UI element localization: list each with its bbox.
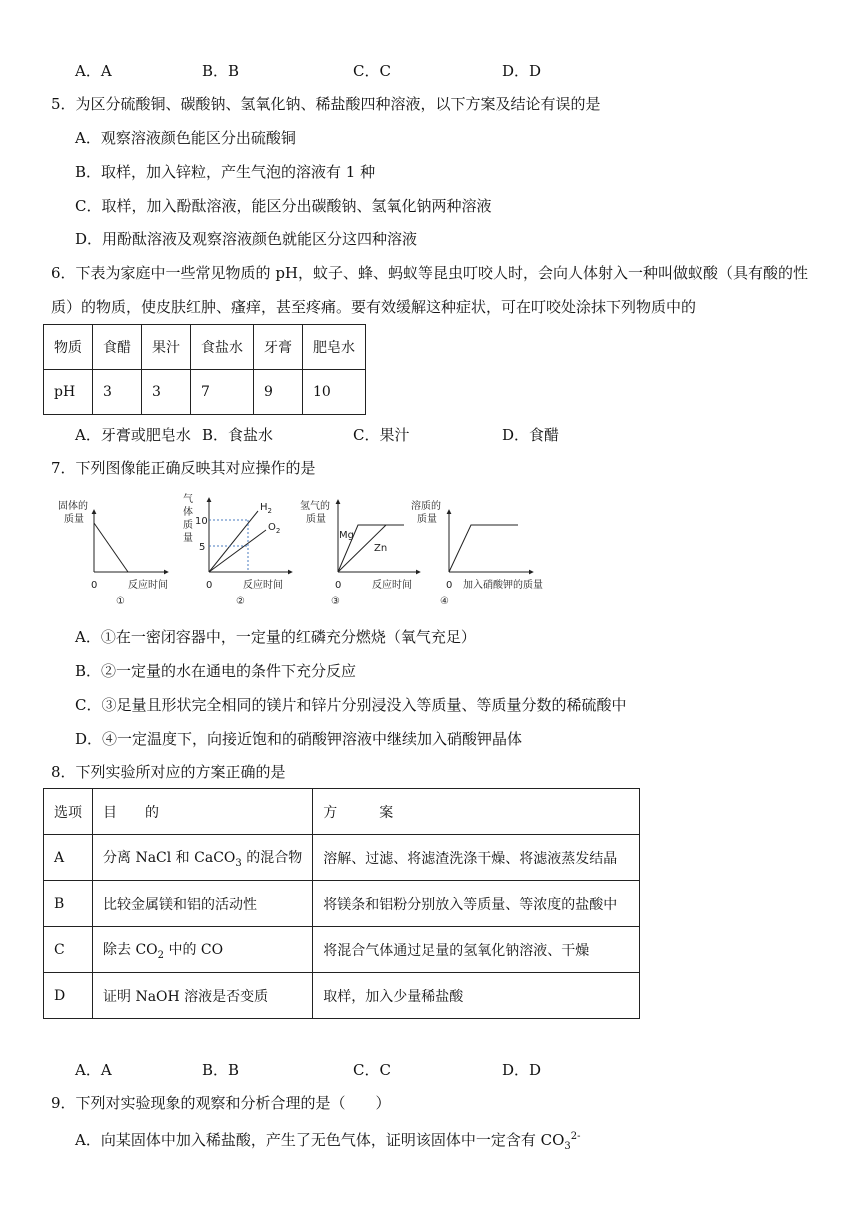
q6-stem-line1: 6．下表为家庭中一些常见物质的 pH，蚊子、蜂、蚂蚁等昆虫叮咬人时，会向人体射入一种叫做蚁酸（具有酸的性 [51, 264, 808, 282]
graph-2 [183, 493, 292, 607]
graph-1-xlabel: 反应时间 [128, 580, 168, 591]
q8-row-aim [93, 881, 313, 927]
q4-option-b: B．B [202, 62, 240, 80]
q8-row-aim-text: 证明 NaOH 溶液是否变质 [103, 988, 269, 1005]
q6-option-d: D．食醋 [502, 426, 560, 444]
graph-3 [300, 499, 420, 607]
q8-row-option: D [44, 973, 93, 1019]
graph-4-ylabel-line2: 质量 [417, 514, 437, 525]
graph-2-h2-label-sub: 2 [267, 507, 272, 515]
q5-option-a: A．观察溶液颜色能区分出硫酸铜 [75, 129, 296, 147]
q6-stem-line2: 质）的物质，使皮肤红肿、瘙痒，甚至疼痛。要有效缓解这种症状，可在叮咬处涂抹下列物质中的 [51, 298, 697, 316]
graph-2-h2-label-main: H [260, 502, 268, 513]
ph-table-cell: 牙膏 [254, 325, 303, 370]
ph-table-cell: 3 [142, 370, 191, 415]
q9-option-a-superscript: 2- [570, 1131, 581, 1142]
q8-row-plan: 溶解、过滤、将滤渣洗涤干燥、将滤液蒸发结晶 [313, 835, 640, 881]
q7-stem: 7．下列图像能正确反映其对应操作的是 [51, 459, 316, 477]
graph-4-origin: 0 [446, 580, 453, 591]
q6-option-a: A．牙膏或肥皂水 [75, 426, 191, 444]
ph-table [43, 324, 366, 415]
graph-2-number: ② [236, 596, 245, 607]
q4-option-a: A．A [75, 62, 112, 80]
q8-row-plan: 将镁条和铝粉分别放入等质量、等浓度的盐酸中 [313, 881, 640, 927]
q8-row-option: A [44, 835, 93, 881]
q7-option-d: D．④一定温度下，向接近饱和的硝酸钾溶液中继续加入硝酸钾晶体 [75, 730, 523, 748]
graph-2-o2-label [268, 522, 280, 535]
graph-2-origin: 0 [206, 580, 213, 591]
graph-3-mg-label: Mg [339, 530, 354, 541]
graph-1 [58, 499, 168, 607]
q7-graphs [0, 488, 600, 613]
q8-row-plan: 将混合气体通过足量的氢氧化钠溶液、干燥 [313, 927, 640, 973]
q9-option-a-text: A．向某固体中加入稀盐酸，产生了无色气体，证明该固体中一定含有 CO [75, 1131, 565, 1149]
q7-option-b: B．②一定量的水在通电的条件下充分反应 [75, 662, 357, 680]
q9-option-a [75, 1127, 581, 1157]
graph-2-ylabel-4: 量 [183, 533, 193, 544]
q5-stem: 5．为区分硫酸铜、碳酸钠、氢氧化钠、稀盐酸四种溶液，以下方案及结论有误的是 [51, 95, 601, 113]
q8-row-option: B [44, 881, 93, 927]
q8-table [43, 788, 640, 1019]
q8-option-b: B．B [202, 1061, 240, 1079]
q8-table-row [44, 835, 640, 881]
q8-table-row [44, 973, 640, 1019]
q5-option-b: B．取样，加入锌粒，产生气泡的溶液有 1 种 [75, 163, 376, 181]
q8-row-aim-text: 除去 CO [103, 941, 158, 958]
graph-3-number: ③ [331, 596, 340, 607]
q8-stem: 8．下列实验所对应的方案正确的是 [51, 763, 286, 781]
graph-4 [411, 499, 543, 607]
graph-1-origin: 0 [91, 580, 98, 591]
q8-table-row [44, 927, 640, 973]
ph-table-cell: pH [44, 370, 93, 415]
q7-option-a: A．①在一密闭容器中，一定量的红磷充分燃烧（氧气充足） [75, 628, 476, 646]
graph-4-line [449, 525, 518, 572]
q8-row-option: C [44, 927, 93, 973]
graph-2-h2-label [260, 502, 272, 515]
ph-table-cell: 7 [191, 370, 254, 415]
q8-option-c: C．C [353, 1061, 391, 1079]
graph-1-ylabel-line2: 质量 [64, 514, 84, 525]
q5-option-d: D．用酚酞溶液及观察溶液颜色就能区分这四种溶液 [75, 230, 418, 248]
ph-table-cell: 物质 [44, 325, 93, 370]
q4-option-c: C．C [353, 62, 391, 80]
ph-table-header-row [44, 325, 366, 370]
ph-table-cell: 9 [254, 370, 303, 415]
graph-2-o2-label-sub: 2 [275, 527, 281, 535]
graph-2-o2-label-main: O [268, 522, 276, 533]
q8-row-plan: 取样，加入少量稀盐酸 [313, 973, 640, 1019]
q8-header-option: 选项 [44, 789, 93, 835]
graph-3-ylabel-line2: 质量 [306, 514, 326, 525]
q8-table-row [44, 881, 640, 927]
q8-row-aim-text: 分离 NaCl 和 CaCO [103, 849, 236, 866]
q7-option-c: C．③足量且形状完全相同的镁片和锌片分别浸没入等质量、等质量分数的稀硫酸中 [75, 696, 627, 714]
graph-3-origin: 0 [335, 580, 342, 591]
graph-4-xlabel: 加入硝酸钾的质量 [463, 580, 543, 591]
q8-row-aim-subscript: 2 [157, 949, 165, 961]
graph-2-ylabel-3: 质 [183, 520, 193, 531]
graph-3-xlabel: 反应时间 [372, 580, 412, 591]
graph-4-number: ④ [440, 596, 449, 607]
q8-row-aim-text-end: 中的 CO [164, 941, 224, 958]
q8-row-aim [93, 927, 313, 973]
q9-option-a-subscript: 3 [564, 1141, 571, 1152]
ph-table-cell: 果汁 [142, 325, 191, 370]
graph-1-number: ① [116, 596, 125, 607]
q6-option-b: B．食盐水 [202, 426, 274, 444]
ph-table-cell: 食盐水 [191, 325, 254, 370]
q4-option-d: D．D [502, 62, 542, 80]
q8-header-plan: 方 案 [313, 789, 640, 835]
graph-2-tick-10: 10 [195, 516, 208, 527]
q8-row-aim-text-end: 的混合物 [241, 849, 303, 866]
q6-option-c: C．果汁 [353, 426, 410, 444]
q8-table-header-row [44, 789, 640, 835]
graph-4-ylabel-line1: 溶质的 [411, 501, 441, 512]
ph-table-cell: 食醋 [93, 325, 142, 370]
q8-row-aim-text: 比较金属镁和铝的活动性 [103, 896, 257, 913]
ph-table-cell: 10 [303, 370, 366, 415]
q8-row-aim [93, 835, 313, 881]
graph-2-xlabel: 反应时间 [243, 580, 283, 591]
graph-2-ylabel-1: 气 [183, 494, 193, 505]
ph-table-value-row [44, 370, 366, 415]
ph-table-cell: 肥皂水 [303, 325, 366, 370]
q8-option-d: D．D [502, 1061, 542, 1079]
q9-stem: 9．下列对实验现象的观察和分析合理的是（ ） [51, 1094, 391, 1112]
q5-option-c: C．取样，加入酚酞溶液，能区分出碳酸钠、氢氧化钠两种溶液 [75, 197, 492, 215]
q8-header-aim: 目 的 [93, 789, 313, 835]
q8-option-a: A．A [75, 1061, 112, 1079]
q8-row-aim-subscript: 3 [235, 857, 242, 869]
graph-1-ylabel-line1: 固体的 [58, 501, 88, 512]
graph-3-ylabel-line1: 氢气的 [300, 501, 330, 512]
graph-1-line [94, 523, 128, 572]
graph-2-ylabel-2: 体 [183, 507, 193, 518]
graph-2-tick-5: 5 [199, 542, 206, 553]
q8-row-aim [93, 973, 313, 1019]
graph-3-zn-label: Zn [374, 543, 388, 554]
ph-table-cell: 3 [93, 370, 142, 415]
